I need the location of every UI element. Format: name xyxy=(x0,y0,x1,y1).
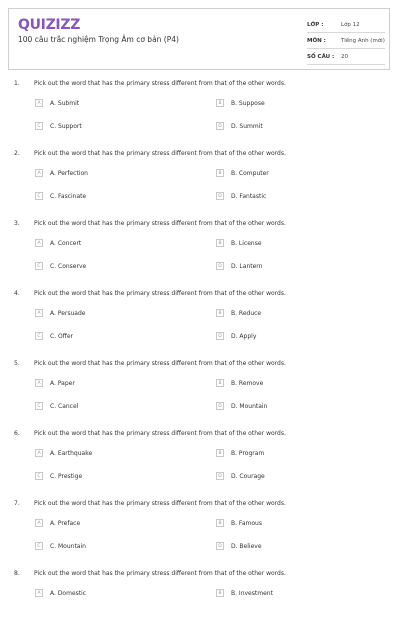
option-b[interactable] xyxy=(216,379,263,387)
option-c[interactable] xyxy=(35,402,78,410)
option-checkbox[interactable]: D xyxy=(216,192,224,200)
option-checkbox[interactable]: D xyxy=(216,332,224,340)
option-label: A. Submit xyxy=(50,99,80,107)
option-checkbox[interactable]: D xyxy=(216,262,224,270)
option-checkbox[interactable]: B xyxy=(216,309,224,317)
option-label: C. Offer xyxy=(50,332,74,340)
question-text: Pick out the word that has the primary stress different from that of the other words. xyxy=(34,500,286,507)
option-a[interactable] xyxy=(35,239,81,247)
question-1 xyxy=(0,70,400,140)
question-6 xyxy=(0,420,400,490)
question-2 xyxy=(0,140,400,210)
question-text: Pick out the word that has the primary stress different from that of the other words. xyxy=(34,80,286,87)
option-label: A. Concert xyxy=(50,239,82,247)
question-number: 5. xyxy=(14,360,20,367)
option-label: B. Reduce xyxy=(231,309,262,317)
option-c[interactable] xyxy=(35,472,82,480)
option-checkbox[interactable]: A xyxy=(35,239,43,247)
option-b[interactable] xyxy=(216,589,273,597)
question-text: Pick out the word that has the primary stress different from that of the other words. xyxy=(34,430,286,437)
option-label: C. Fascinate xyxy=(50,192,87,200)
option-checkbox[interactable]: A xyxy=(35,519,43,527)
option-label: A. Domestic xyxy=(50,589,87,597)
question-5 xyxy=(0,350,400,420)
option-checkbox[interactable]: A xyxy=(35,449,43,457)
option-label: B. Famous xyxy=(231,519,262,527)
option-d[interactable] xyxy=(216,472,265,480)
option-checkbox[interactable]: B xyxy=(216,169,224,177)
option-b[interactable] xyxy=(216,239,262,247)
option-checkbox[interactable]: A xyxy=(35,169,43,177)
option-checkbox[interactable]: B xyxy=(216,239,224,247)
option-a[interactable] xyxy=(35,169,88,177)
option-checkbox[interactable]: B xyxy=(216,589,224,597)
option-checkbox[interactable]: A xyxy=(35,379,43,387)
meta-table xyxy=(307,17,385,65)
question-text: Pick out the word that has the primary stress different from that of the other words. xyxy=(34,220,286,227)
option-checkbox[interactable]: A xyxy=(35,589,43,597)
option-checkbox[interactable]: B xyxy=(216,449,224,457)
option-checkbox[interactable]: C xyxy=(35,542,43,550)
option-d[interactable] xyxy=(216,192,266,200)
question-list xyxy=(0,70,400,630)
option-label: B. Computer xyxy=(231,169,269,177)
option-c[interactable] xyxy=(35,262,86,270)
option-label: D. Mountain xyxy=(231,402,268,410)
option-b[interactable] xyxy=(216,449,264,457)
option-checkbox[interactable]: D xyxy=(216,402,224,410)
option-checkbox[interactable]: B xyxy=(216,519,224,527)
option-checkbox[interactable]: C xyxy=(35,122,43,130)
meta-row-class xyxy=(307,17,385,33)
question-8 xyxy=(0,560,400,630)
option-label: D. Lantern xyxy=(231,262,263,270)
option-checkbox[interactable]: C xyxy=(35,472,43,480)
option-label: B. Remove xyxy=(231,379,264,387)
question-number: 3. xyxy=(14,220,20,227)
worksheet-header xyxy=(8,8,390,70)
question-3 xyxy=(0,210,400,280)
option-d[interactable] xyxy=(216,262,262,270)
question-7 xyxy=(0,490,400,560)
option-checkbox[interactable]: D xyxy=(216,542,224,550)
option-label: D. Summit xyxy=(231,122,263,130)
option-a[interactable] xyxy=(35,519,80,527)
option-checkbox[interactable]: D xyxy=(216,472,224,480)
option-label: B. Suppose xyxy=(231,99,265,107)
question-text: Pick out the word that has the primary stress different from that of the other words. xyxy=(34,150,286,157)
option-label: D. Courage xyxy=(231,472,265,480)
question-text: Pick out the word that has the primary stress different from that of the other words. xyxy=(34,290,286,297)
meta-label: MÔN : xyxy=(307,37,326,44)
option-label: B. Investment xyxy=(231,589,273,597)
option-label: C. Cancel xyxy=(50,402,79,410)
option-label: B. Program xyxy=(231,449,265,457)
option-b[interactable] xyxy=(216,169,269,177)
meta-value: 20 xyxy=(341,53,348,60)
option-checkbox[interactable]: B xyxy=(216,379,224,387)
option-label: A. Paper xyxy=(50,379,75,387)
meta-value: Lớp 12 xyxy=(341,21,360,28)
option-label: D. Believe xyxy=(231,542,262,550)
option-a[interactable] xyxy=(35,99,79,107)
question-number: 6. xyxy=(14,430,20,437)
meta-row-count xyxy=(307,49,385,65)
option-label: D. Apply xyxy=(231,332,257,340)
option-c[interactable] xyxy=(35,192,86,200)
option-checkbox[interactable]: C xyxy=(35,192,43,200)
option-label: C. Mountain xyxy=(50,542,86,550)
option-a[interactable] xyxy=(35,379,75,387)
question-number: 1. xyxy=(14,80,20,87)
option-checkbox[interactable]: C xyxy=(35,402,43,410)
quiz-title: 100 câu trắc nghiệm Trọng Âm cơ bản (P4) xyxy=(18,35,179,44)
option-label: C. Prestige xyxy=(50,472,83,480)
option-label: C. Support xyxy=(50,122,82,130)
option-label: A. Persuade xyxy=(50,309,86,317)
option-checkbox[interactable]: A xyxy=(35,309,43,317)
question-4 xyxy=(0,280,400,350)
meta-label: SỐ CÂU : xyxy=(307,53,335,60)
option-a[interactable] xyxy=(35,449,92,457)
option-a[interactable] xyxy=(35,309,85,317)
option-checkbox[interactable]: C xyxy=(35,332,43,340)
question-number: 4. xyxy=(14,290,20,297)
option-label: B. License xyxy=(231,239,262,247)
option-d[interactable] xyxy=(216,542,262,550)
meta-value: Tiếng Anh (mới) xyxy=(341,37,385,44)
meta-row-subject xyxy=(307,33,385,49)
option-checkbox[interactable]: C xyxy=(35,262,43,270)
option-label: A. Earthquake xyxy=(50,449,93,457)
option-checkbox[interactable]: A xyxy=(35,99,43,107)
option-b[interactable] xyxy=(216,519,262,527)
option-label: D. Fantastic xyxy=(231,192,267,200)
option-a[interactable] xyxy=(35,589,86,597)
option-d[interactable] xyxy=(216,402,267,410)
option-label: A. Preface xyxy=(50,519,81,527)
question-number: 2. xyxy=(14,150,20,157)
option-b[interactable] xyxy=(216,99,265,107)
option-c[interactable] xyxy=(35,122,82,130)
question-text: Pick out the word that has the primary stress different from that of the other words. xyxy=(34,570,286,577)
option-label: C. Conserve xyxy=(50,262,87,270)
option-label: A. Perfection xyxy=(50,169,88,177)
question-number: 7. xyxy=(14,500,20,507)
option-checkbox[interactable]: D xyxy=(216,122,224,130)
option-d[interactable] xyxy=(216,332,256,340)
question-text: Pick out the word that has the primary stress different from that of the other words. xyxy=(34,360,286,367)
option-checkbox[interactable]: B xyxy=(216,99,224,107)
question-number: 8. xyxy=(14,570,20,577)
option-c[interactable] xyxy=(35,542,86,550)
option-d[interactable] xyxy=(216,122,263,130)
quizizz-logo: QUIZIZZ xyxy=(18,17,81,33)
option-b[interactable] xyxy=(216,309,261,317)
meta-label: LỚP : xyxy=(307,21,324,28)
option-c[interactable] xyxy=(35,332,73,340)
